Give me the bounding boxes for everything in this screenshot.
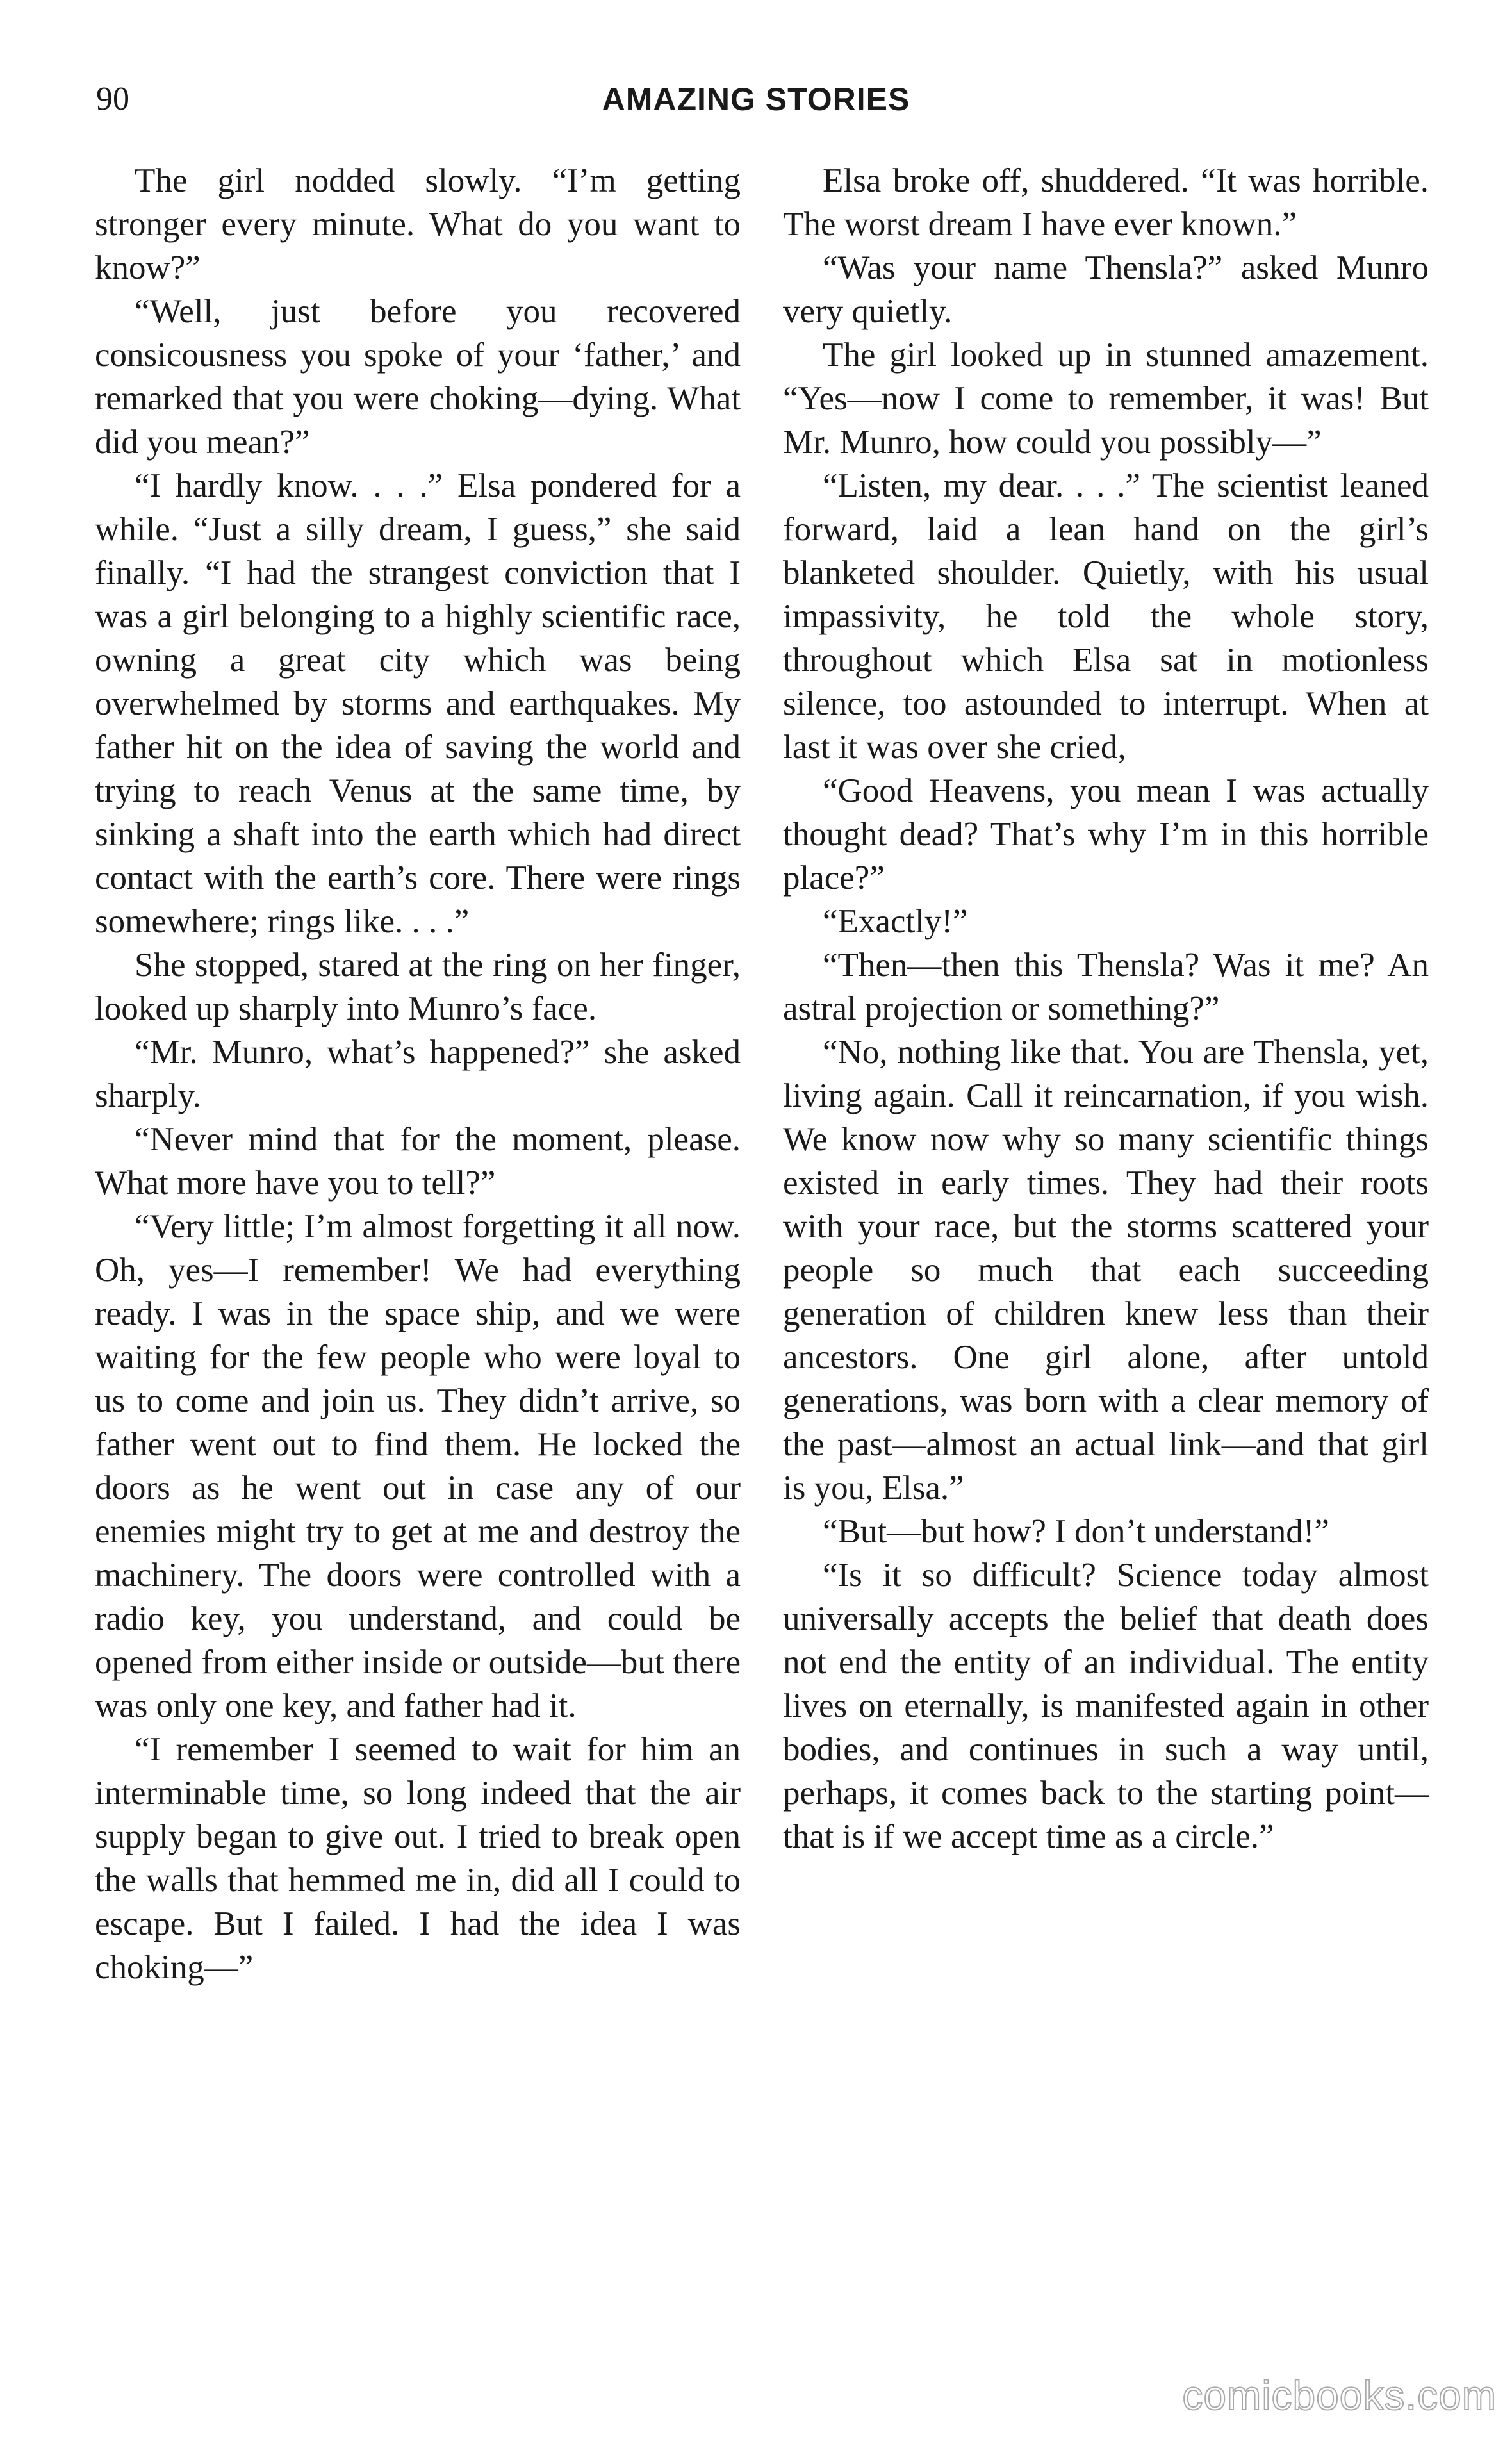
paragraph: “Well, just before you recovered consicousness you spoke of your ‘father,’ and remarked that you were choking—dying. What did you mean?” (95, 293, 741, 461)
paragraph: “Was your name Thensla?” asked Munro very quietly. (783, 249, 1429, 330)
paragraph: She stopped, stared at the ring on her finger, looked up sharply into Munro’s face. (95, 947, 741, 1027)
left-column (95, 159, 741, 1989)
paragraph: The girl looked up in stunned amazement. “Yes—now I come to remember, it was! But Mr. Munro, how could you possibly—” (783, 336, 1429, 461)
paragraph: “I remember I seemed to wait for him an interminable time, so long indeed that the air supply began to give out. I tried to break open the walls that hemmed me in, did all I could to escape. But I failed. I had the idea I was choking—” (95, 1731, 741, 1986)
paragraph: “Good Heavens, you mean I was actually thought dead? That’s why I’m in this horrible place?” (783, 772, 1429, 897)
paragraph: “I hardly know. . . .” Elsa pondered for a while. “Just a silly dream, I guess,” she said finally. “I had the strangest conviction that I was a girl belonging to a highly scientific race, owning a great city which was being overwhelmed by storms and earthquakes. My father hit on the idea of saving the world and trying to reach Venus at the same time, by sinking a shaft into the earth which had direct contact with the earth’s core. There were rings somewhere; rings like. . . .” (95, 467, 741, 940)
paragraph: “Then—then this Thensla? Was it me? An astral projection or something?” (783, 947, 1429, 1027)
paragraph: “Mr. Munro, what’s happened?” she asked sharply. (95, 1034, 741, 1114)
paragraph: “Very little; I’m almost forgetting it all now. Oh, yes—I remember! We had everything ready. I was in the space ship, and we were waiting for the few people who were loyal to us to come and join us. They didn’t arrive, so father went out to find them. He locked the doors as he went out in case any of our enemies might try to get at me and destroy the machinery. The doors were controlled with a radio key, you understand, and could be opened from either inside or outside—but there was only one key, and father had it. (95, 1208, 741, 1724)
paragraph: “Listen, my dear. . . .” The scientist leaned forward, laid a lean hand on the girl’s blanketed shoulder. Quietly, with his usual impassivity, he told the whole story, throughout which Elsa sat in motionless silence, too astounded to interrupt. When at last it was over she cried, (783, 467, 1429, 766)
paragraph: “No, nothing like that. You are Thensla, yet, living again. Call it reincarnation, if you wish. We know now why so many scientific things existed in early times. They had their roots with your race, but the storms scattered your people so much that each succeeding generation of children knew less than their ancestors. One girl alone, after untold generations, was born with a clear memory of the past—almost an actual link—and that girl is you, Elsa.” (783, 1034, 1429, 1507)
watermark: comicbooks.com (1182, 2372, 1497, 2418)
running-head: AMAZING STORIES (602, 81, 910, 117)
paragraph: “But—but how? I don’t understand!” (823, 1513, 1329, 1550)
page-number: 90 (96, 81, 129, 117)
paragraph: The girl nodded slowly. “I’m getting stronger every minute. What do you want to know?” (95, 162, 741, 286)
paragraph: “Is it so difficult? Science today almost universally accepts the belief that death does not end the entity of an individual. The entity lives on eternally, is manifested again in other bodies, and continues in such a way until, perhaps, it comes back to the starting point—that is if we accept time as a circle.” (783, 1557, 1429, 1855)
right-column (783, 159, 1429, 1858)
paragraph: “Exactly!” (823, 903, 968, 940)
paragraph: Elsa broke off, shuddered. “It was horrible. The worst dream I have ever known.” (783, 162, 1429, 243)
paragraph: “Never mind that for the moment, please. What more have you to tell?” (95, 1121, 741, 1202)
